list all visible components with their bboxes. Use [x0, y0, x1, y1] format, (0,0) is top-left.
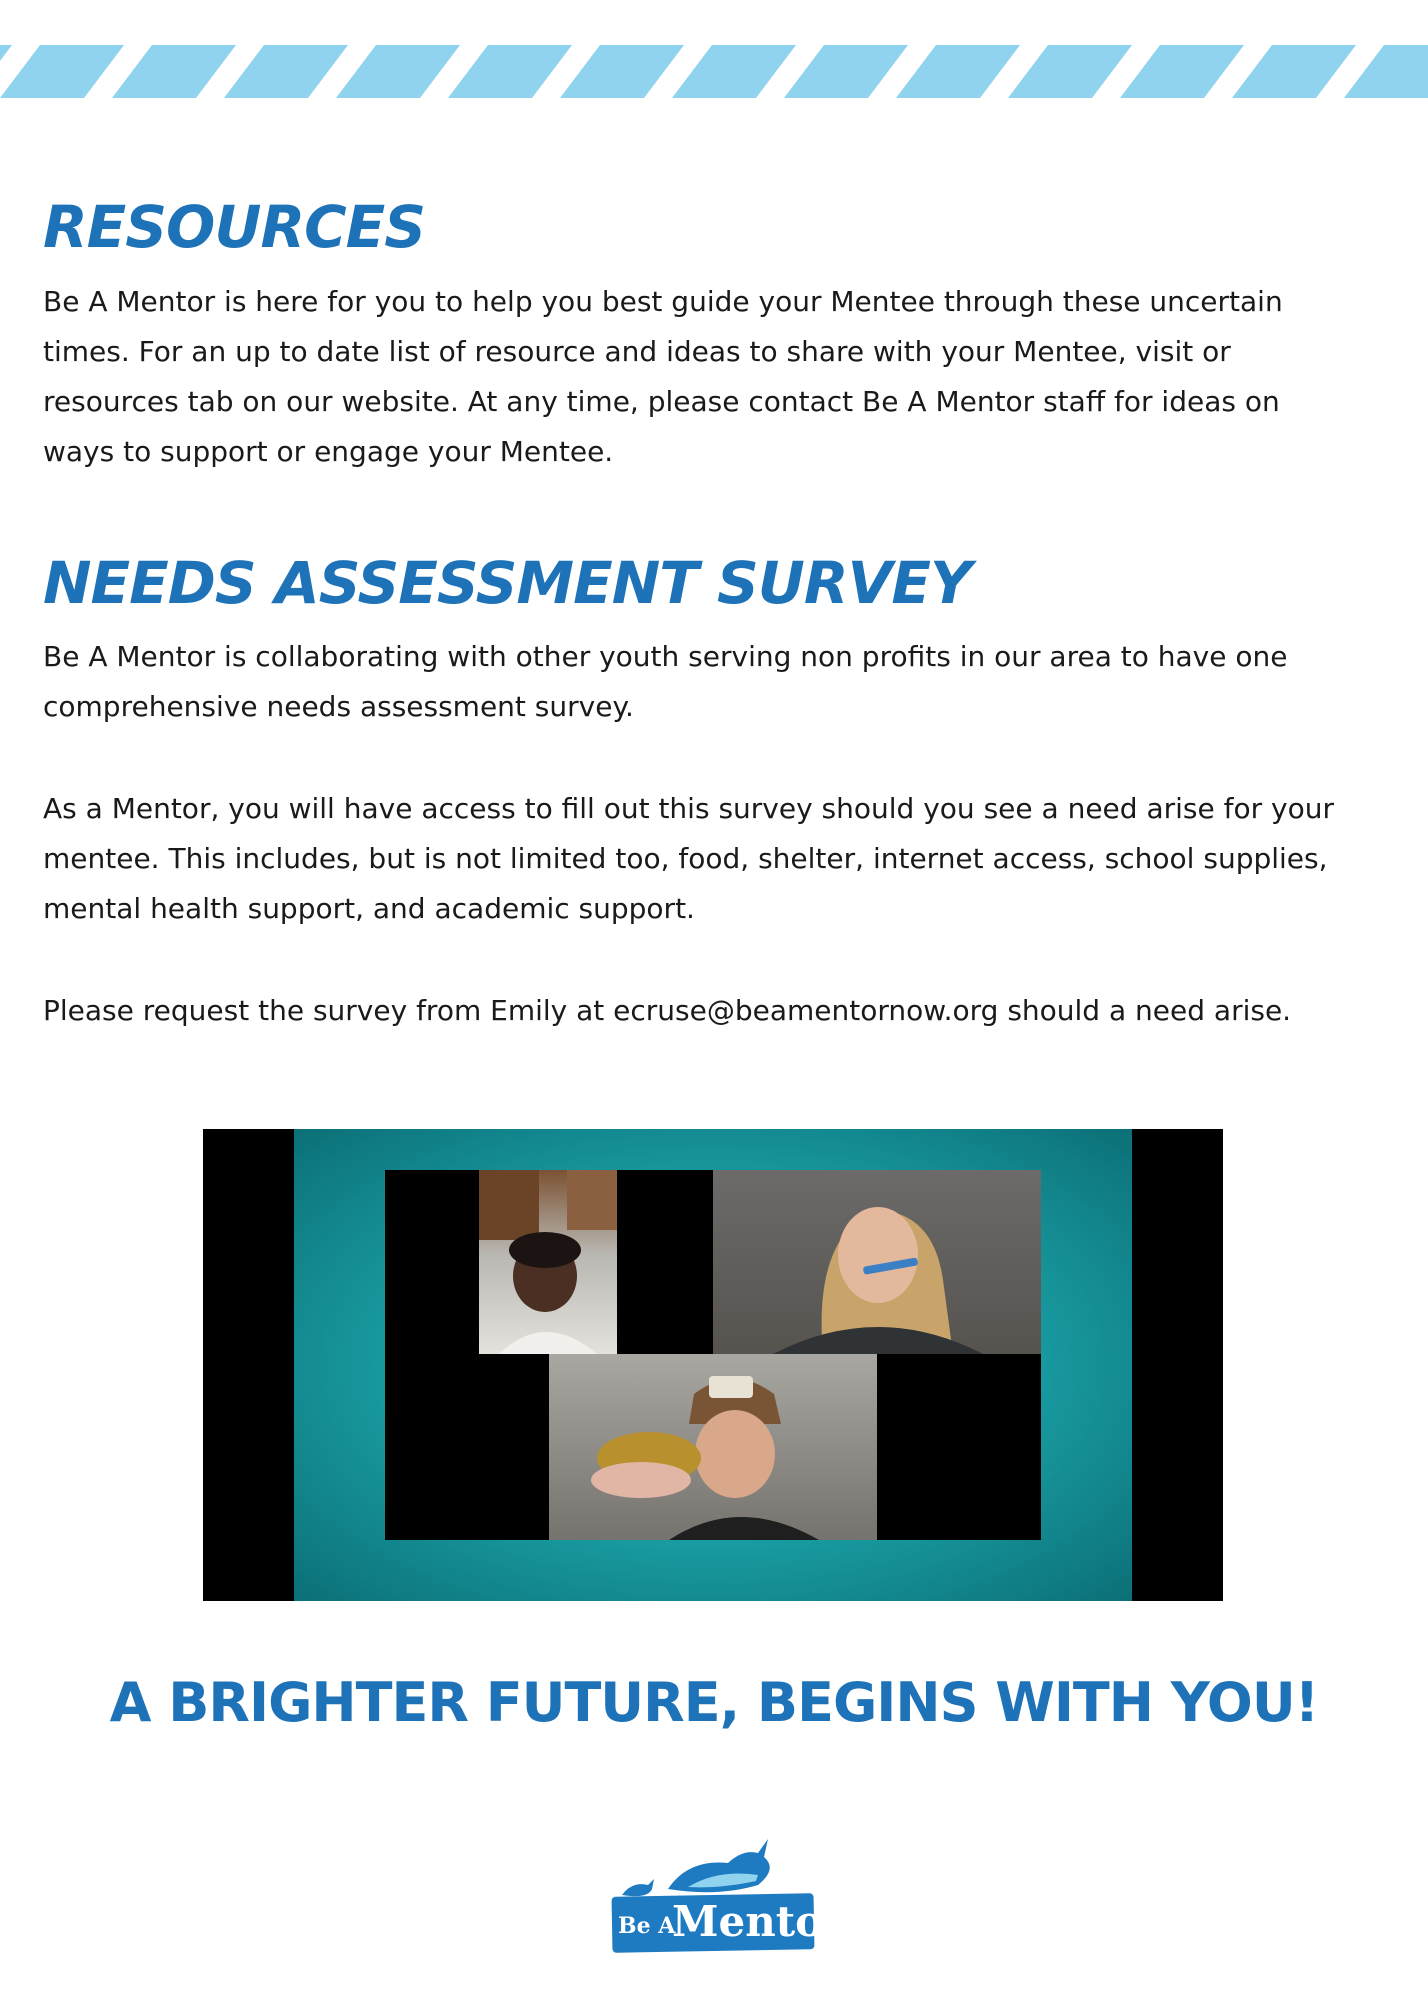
stripe: [1120, 45, 1244, 98]
stripe-banner: [0, 0, 1428, 100]
resources-heading: RESOURCES: [43, 193, 426, 261]
stripe: [112, 45, 236, 98]
video-tile-mentor-man: [549, 1354, 877, 1540]
be-a-mentor-logo: [608, 1829, 846, 1959]
bird-icon: [608, 1829, 820, 1899]
stripe: [448, 45, 572, 98]
needs-paragraph-access: As a Mentor, you will have access to fill out this survey should you see a need arise for your mentee. This includes, but is not limited too, food, shelter, internet access, school supplies, mental health support, and academic support.: [43, 792, 1334, 925]
stripe: [896, 45, 1020, 98]
stripe: [672, 45, 796, 98]
logo-name: Mentor: [672, 1897, 846, 1946]
video-call-photo: [203, 1129, 1223, 1601]
stripe: [784, 45, 908, 98]
needs-paragraph-request: Please request the survey from Emily at ecruse@beamentornow.org should a need arise.: [43, 994, 1292, 1027]
stripe: [1344, 45, 1428, 98]
video-call-grid: [385, 1170, 1041, 1540]
needs-paragraph-intro: Be A Mentor is collaborating with other youth serving non profits in our area to have one comprehensive needs assessment survey.: [43, 640, 1288, 723]
stripe: [224, 45, 348, 98]
stripe-pattern: [0, 0, 1428, 100]
stripe: [1232, 45, 1356, 98]
needs-assessment-heading: NEEDS ASSESSMENT SURVEY: [43, 549, 972, 617]
tagline: A BRIGHTER FUTURE, BEGINS WITH YOU!: [109, 1671, 1319, 1734]
video-tile-mentee: [479, 1170, 617, 1354]
stripe: [0, 45, 124, 98]
resources-paragraph: Be A Mentor is here for you to help you best guide your Mentee through these uncertain times. For an up to date list of resource and ideas to share with your Mentee, visit or resources tab on our website. At any time, please contact Be A Mentor staff for ideas on ways to support or engage your Mentee.: [43, 285, 1283, 468]
logo-prefix: Be A: [618, 1913, 676, 1939]
stripe: [560, 45, 684, 98]
video-tile-mentor-woman: [713, 1170, 1041, 1354]
stripe: [1008, 45, 1132, 98]
stripe: [336, 45, 460, 98]
